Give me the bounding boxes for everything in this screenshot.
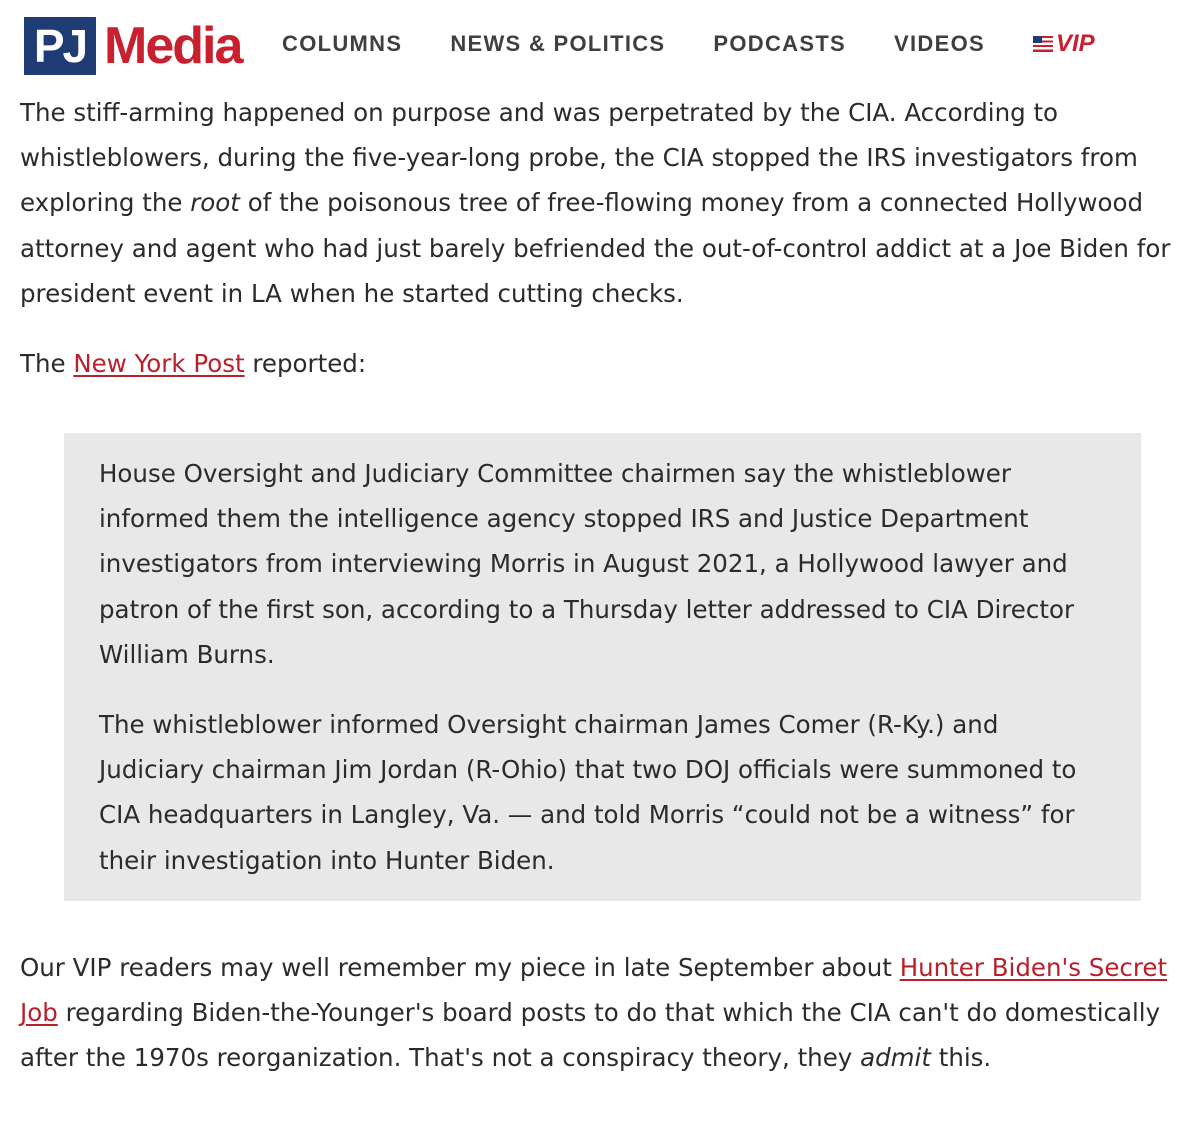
pj-media-logo[interactable]: [24, 17, 241, 75]
paragraph-2-text-before: The: [20, 349, 74, 379]
paragraph-3-text-before: Our VIP readers may well remember my piece in late September about: [20, 953, 900, 982]
article-paragraph-3: [20, 945, 1190, 1081]
nav-columns[interactable]: COLUMNS: [282, 31, 403, 56]
article-paragraph-1: [20, 90, 1190, 316]
quote-paragraph-1: House Oversight and Judiciary Committee chairmen say the whistleblower informed them the intelligence agency stopped IRS and Justice Department investigators from interviewing Morris in August 2021, a Hollywood lawyer and patron of the first son, according to a Thursday letter addressed to CIA Director William Burns.: [99, 459, 1075, 669]
paragraph-3-text-after: this.: [930, 1043, 992, 1073]
nav-podcasts[interactable]: PODCASTS: [713, 31, 847, 56]
new-york-post-link[interactable]: New York Post: [73, 349, 245, 379]
paragraph-3-text-middle: regarding Biden-the-Younger's board posts to do that which the CIA can't do domestically after the 1970s reorganization. That's not a conspiracy theory, they: [20, 998, 1161, 1073]
us-flag-icon: [1033, 36, 1053, 52]
nav-news-politics[interactable]: NEWS & POLITICS: [450, 31, 666, 56]
paragraph-1-text-after: of the poisonous tree of free-flowing money from a connected Hollywood attorney and agent who had just barely befriended the out-of-control addict at a Joe Biden for president event in LA when he started cutting checks.: [20, 188, 1171, 308]
paragraph-1-text-before: The stiff-arming happened on purpose and was perpetrated by the CIA. According to whistleblowers, during the five-year-long probe, the CIA stopped the IRS investigators from exploring the: [20, 98, 1138, 218]
vip-label: VIP: [1055, 30, 1095, 57]
main-nav: [282, 30, 1095, 58]
paragraph-1-emphasis: root: [190, 188, 240, 218]
article-body: [20, 90, 1190, 426]
hunter-bidens-secret-job-link[interactable]: Hunter Biden's Secret Job: [20, 953, 1168, 1028]
quote-paragraph-2: The whistleblower informed Oversight chairman James Comer (R-Ky.) and Judiciary chairman Jim Jordan (R-Ohio) that two DOJ officials were summoned to CIA headquarters in Langley, Va. — and told Morris “could not be a witness” for their investigation into Hunter Biden.: [99, 710, 1077, 875]
block-quote: [64, 433, 1141, 901]
nav-videos[interactable]: VIDEOS: [894, 31, 985, 56]
logo-media-wordmark: Media: [104, 17, 242, 75]
nav-vip[interactable]: [1033, 30, 1095, 58]
paragraph-2-text-after: reported:: [244, 349, 367, 379]
logo-pj-box: PJ: [24, 17, 96, 75]
paragraph-3-emphasis: admit: [860, 1043, 931, 1073]
site-header: [0, 0, 1200, 88]
article-paragraph-2: [20, 341, 1190, 386]
